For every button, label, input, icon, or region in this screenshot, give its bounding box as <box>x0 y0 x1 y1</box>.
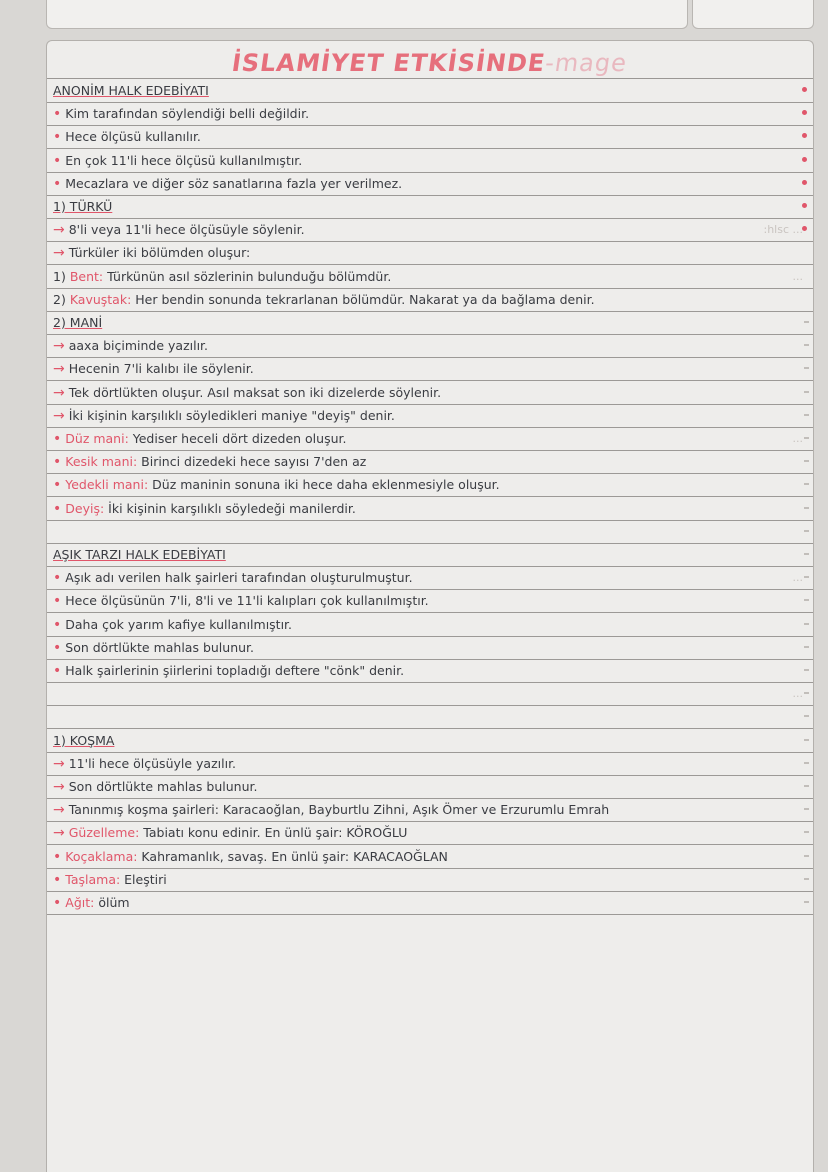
bullet-icon: • <box>53 639 62 656</box>
margin-tick <box>804 831 809 833</box>
section-heading: ANONİM HALK EDEBİYATI <box>53 83 209 98</box>
note-line <box>47 241 813 265</box>
bullet-icon: • <box>53 500 62 517</box>
bullet-icon: • <box>53 477 62 494</box>
margin-tick <box>804 785 809 787</box>
arrow-icon: → <box>53 779 65 795</box>
note-line <box>47 195 813 219</box>
arrow-icon: → <box>53 222 65 239</box>
note-line-text <box>53 311 102 335</box>
note-line-text: → Türküler iki bölümden oluşur: <box>53 245 251 262</box>
note-line <box>47 659 813 683</box>
bullet-icon: • <box>53 616 62 633</box>
bullet-icon: • <box>53 431 62 447</box>
margin-tick <box>804 391 809 393</box>
note-line <box>47 450 813 474</box>
note-line <box>47 589 813 613</box>
list-number: 2) <box>53 291 70 307</box>
margin-tick <box>804 344 809 346</box>
term-label: Güzelleme: <box>68 825 140 841</box>
arrow-icon: → <box>53 361 65 378</box>
arrow-icon: → <box>53 755 65 772</box>
margin-tick <box>804 483 809 485</box>
margin-tick <box>804 553 809 555</box>
margin-tick <box>804 808 809 810</box>
bullet-icon: • <box>53 129 62 146</box>
note-line <box>47 102 813 126</box>
margin-dot <box>802 110 807 115</box>
term-label: Bent: <box>69 268 104 284</box>
note-line <box>47 334 813 358</box>
margin-dot <box>802 157 807 162</box>
bullet-icon: • <box>53 593 62 610</box>
bullet-icon: • <box>53 871 62 888</box>
note-line-text: → 11'li hece ölçüsüyle yazılır. <box>53 755 237 772</box>
note-line <box>47 845 813 869</box>
bullet-icon: • <box>53 106 62 123</box>
page-title-tail: -mage <box>543 49 630 77</box>
note-line-text: • Son dörtlükte mahlas bulunur. <box>53 639 255 656</box>
previous-page-box-left <box>46 0 688 29</box>
note-line <box>47 682 813 706</box>
arrow-icon: → <box>53 245 65 262</box>
note-line-text: 2) Kavuştak: Her bendin sonunda tekrarlanan bölümdür. Nakarat ya da bağlama denir. <box>53 291 595 307</box>
note-line <box>47 288 813 312</box>
note-line-text: • Mecazlara ve diğer söz sanatlarına fazla yer verilmez. <box>53 175 403 192</box>
note-line-text <box>53 543 226 567</box>
note-line-text: → Hecenin 7'li kalıbı ile söylenir. <box>53 361 254 378</box>
note-line <box>47 79 813 103</box>
margin-tick <box>804 437 809 439</box>
note-line-text: • Kesik mani: Birinci dizedeki hece sayısı 7'den az <box>53 454 367 471</box>
note-line <box>47 821 813 845</box>
margin-dot <box>802 87 807 92</box>
note-line <box>47 775 813 799</box>
margin-tick <box>804 646 809 648</box>
note-line <box>47 636 813 660</box>
margin-tick <box>804 599 809 601</box>
section-heading: 1) TÜRKÜ <box>53 199 113 214</box>
note-line-text: → 8'li veya 11'li hece ölçüsüyle söylenir. <box>53 222 305 239</box>
margin-tick <box>804 715 809 717</box>
note-line <box>47 566 813 590</box>
note-line-text: • Hece ölçüsü kullanılır. <box>53 129 201 146</box>
note-line-text <box>53 79 209 103</box>
term-label: Kavuştak: <box>69 291 132 307</box>
margin-tick <box>804 530 809 532</box>
bullet-icon: • <box>53 663 62 679</box>
term-label: Koçaklama: <box>65 848 138 864</box>
bullet-icon: • <box>53 895 62 911</box>
note-line <box>47 543 813 567</box>
note-line <box>47 427 813 451</box>
previous-page-box-right <box>692 0 814 29</box>
note-line-text: • Ağıt: ölüm <box>53 895 130 911</box>
term-label: Yedekli mani: <box>65 477 149 493</box>
margin-tick <box>804 878 809 880</box>
margin-tick <box>804 367 809 369</box>
margin-dot <box>802 203 807 208</box>
note-line-text: • Düz mani: Yediser heceli dört dizeden oluşur. <box>53 431 347 447</box>
bleed-through-text: ... <box>792 571 803 585</box>
page-header <box>47 41 813 79</box>
arrow-icon: → <box>53 802 65 819</box>
note-line <box>47 381 813 405</box>
margin-tick <box>804 507 809 509</box>
note-line-text: • Halk şairlerinin şiirlerini topladığı deftere "cönk" denir. <box>53 663 405 679</box>
note-line <box>47 798 813 822</box>
note-line-text: • Taşlama: Eleştiri <box>53 871 167 888</box>
note-line-text: → Tanınmış koşma şairleri: Karacaoğlan, Bayburtlu Zihni, Aşık Ömer ve Erzurumlu Emrah <box>53 802 610 819</box>
margin-dot <box>802 133 807 138</box>
arrow-icon: → <box>53 384 65 401</box>
margin-tick <box>804 414 809 416</box>
note-line-text: → aaxa biçiminde yazılır. <box>53 338 209 355</box>
margin-tick <box>804 576 809 578</box>
margin-tick <box>804 321 809 323</box>
note-line-text: • Kim tarafından söylendiği belli değildir. <box>53 106 310 123</box>
note-line-text: → Güzelleme: Tabiatı konu edinir. En ünlü şair: KÖROĞLU <box>53 825 408 842</box>
bullet-icon: • <box>53 152 62 169</box>
bleed-through-text: ... <box>792 687 803 701</box>
note-line-text: • Daha çok yarım kafiye kullanılmıştır. <box>53 616 293 633</box>
bullet-icon: • <box>53 175 62 192</box>
term-label: Deyiş: <box>65 500 105 516</box>
bleed-through-text: ... <box>792 269 803 283</box>
note-line-text: 1) Bent: Türkünün asıl sözlerinin bulunduğu bölümdür. <box>53 268 392 284</box>
arrow-icon: → <box>53 825 65 842</box>
note-line <box>47 473 813 497</box>
note-line <box>47 520 813 544</box>
page-title-main: İSLAMİYET ETKİSİNDE <box>230 49 548 77</box>
note-line-text: • En çok 11'li hece ölçüsü kullanılmıştır. <box>53 152 303 169</box>
term-label: Ağıt: <box>65 895 95 910</box>
note-line-text <box>53 729 114 753</box>
note-line <box>47 497 813 521</box>
note-line <box>47 172 813 196</box>
note-line <box>47 868 813 892</box>
note-line <box>47 311 813 335</box>
notebook-page <box>46 40 814 1172</box>
note-line-text <box>53 195 112 219</box>
term-label: Taşlama: <box>65 871 121 887</box>
note-line <box>47 705 813 729</box>
note-line-text: • Deyiş: İki kişinin karşılıklı söyledeği manilerdir. <box>53 500 356 517</box>
note-line <box>47 265 813 289</box>
section-heading: 1) KOŞMA <box>53 732 115 748</box>
margin-tick <box>804 901 809 903</box>
note-line <box>47 357 813 381</box>
list-number: 1) <box>53 268 70 284</box>
margin-tick <box>804 692 809 694</box>
note-line-text: • Aşık adı verilen halk şairleri tarafından oluşturulmuştur. <box>53 570 413 587</box>
bleed-through-text: ... <box>792 432 803 445</box>
note-line-text: • Hece ölçüsünün 7'li, 8'li ve 11'li kalıpları çok kullanılmıştır. <box>53 593 429 610</box>
margin-tick <box>804 460 809 462</box>
margin-tick <box>804 623 809 625</box>
term-label: Kesik mani: <box>65 454 138 470</box>
arrow-icon: → <box>53 338 65 355</box>
bleed-through-text: :hlsc ... <box>763 223 803 237</box>
margin-tick <box>804 739 809 741</box>
note-line-text: • Yedekli mani: Düz maninin sonuna iki hece daha eklenmesiyle oluşur. <box>53 477 500 494</box>
note-line-text: → İki kişinin karşılıklı söyledikleri maniye "deyiş" denir. <box>53 407 395 424</box>
note-line <box>47 613 813 637</box>
margin-dot <box>802 180 807 185</box>
note-line <box>47 891 813 915</box>
note-line-text: → Tek dörtlükten oluşur. Asıl maksat son iki dizelerde söylenir. <box>53 384 442 401</box>
section-heading: 2) MANİ <box>53 315 103 330</box>
note-line <box>47 729 813 753</box>
margin-tick <box>804 669 809 671</box>
note-line <box>47 125 813 149</box>
note-line-text: → Son dörtlükte mahlas bulunur. <box>53 779 258 795</box>
section-heading: AŞIK TARZI HALK EDEBİYATI <box>53 547 226 562</box>
term-label: Düz mani: <box>65 431 129 446</box>
note-line-text: • Koçaklama: Kahramanlık, savaş. En ünlü şair: KARACAOĞLAN <box>53 848 448 865</box>
page-title <box>231 49 630 77</box>
note-line <box>47 404 813 428</box>
bullet-icon: • <box>53 454 62 471</box>
bullet-icon: • <box>53 570 62 587</box>
note-line <box>47 149 813 173</box>
margin-tick <box>804 855 809 857</box>
note-line <box>47 218 813 242</box>
margin-tick <box>804 762 809 764</box>
note-line <box>47 752 813 776</box>
bullet-icon: • <box>53 848 62 865</box>
arrow-icon: → <box>53 407 65 424</box>
